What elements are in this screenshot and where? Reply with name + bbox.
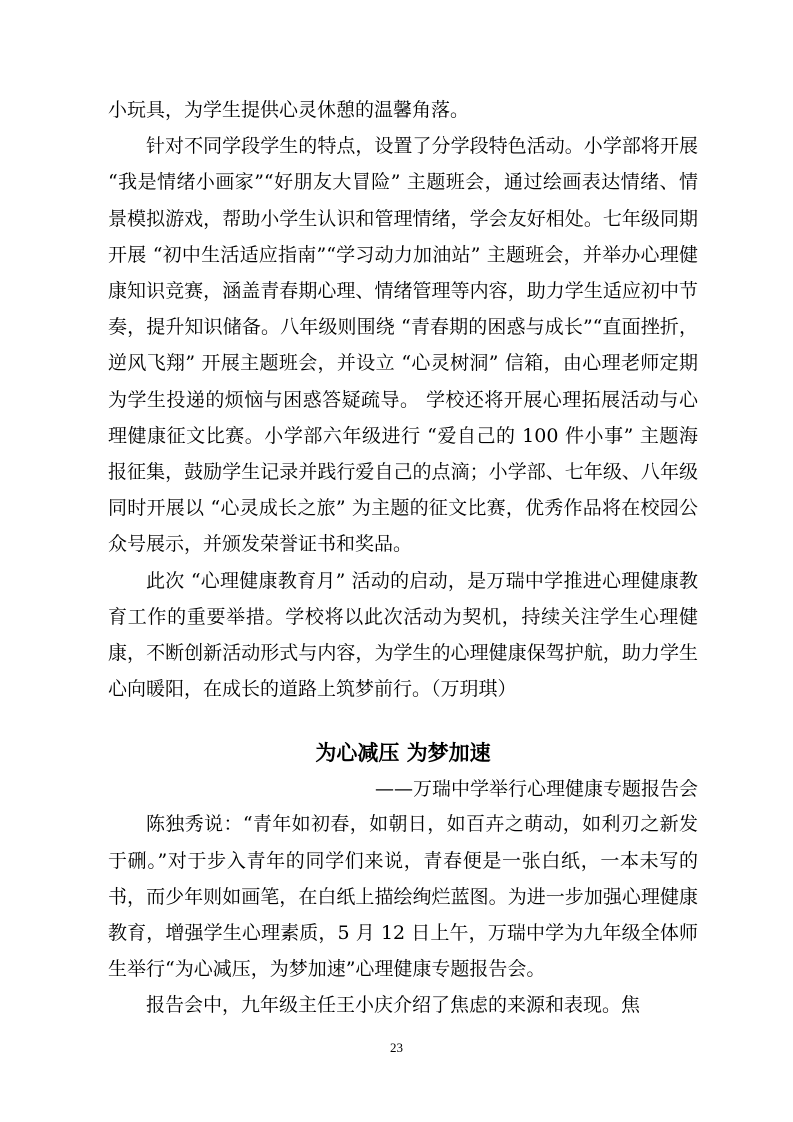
paragraph-report: 报告会中，九年级主任王小庆介绍了焦虑的来源和表现。焦 <box>146 994 641 1017</box>
paragraph-intro: 陈独秀说：“青年如初春，如朝日，如百卉之萌动，如利刃之新发于硎。”对于步入青年的同学们来说，青春便是一张白纸，一本未写的书，而少年则如画笔，在白纸上描绘绚烂蓝图。为进一步加强心理健康教育，增强学生心理素质，5 月 12 日上午，万瑞中学为九年级全体师生举行“为心减压，为梦加速”心理健康专题报告会。 <box>108 813 698 981</box>
page-number: 23 <box>390 1040 403 1055</box>
page-content <box>108 92 698 1024</box>
paragraph-activities: 针对不同学段学生的特点，设置了分学段特色活动。小学部将开展 “我是情绪小画家”“好朋友大冒险” 主题班会，通过绘画表达情绪、情景模拟游戏，帮助小学生认识和管理情绪，学会友好相处。七年级同期开展 “初中生活适应指南”“学习动力加油站” 主题班会，并举办心理健康知识竞赛，涵盖青春期心理、情绪管理等内容，助力学生适应初中节奏，提升知识储备。八年级则围绕 “青春期的困惑与成长”“直面挫折，逆风飞翔” 开展主题班会，并设立 “心灵树洞” 信箱，由心理老师定期为学生投递的烦恼与困惑答疑疏导。 学校还将开展心理拓展活动与心理健康征文比赛。小学部六年级进行 “爱自己的 100 件小事” 主题海报征集，鼓励学生记录并践行爱自己的点滴；小学部、七年级、八年级同时开展以 “心灵成长之旅” 为主题的征文比赛，优秀作品将在校园公众号展示，并颁发荣誉证书和奖品。 <box>108 135 698 556</box>
paragraph-conclusion: 此次 “心理健康教育月” 活动的启动，是万瑞中学推进心理健康教育工作的重要举措。学校将以此次活动为契机，持续关注学生心理健康，不断创新活动形式与内容，为学生的心理健康保驾护航，助力学生心向暖阳，在成长的道路上筑梦前行。（万玥琪） <box>108 569 698 701</box>
article-subtitle: ——万瑞中学举行心理健康专题报告会 <box>374 778 698 801</box>
paragraph-continuation: 小玩具，为学生提供心灵休憩的温馨角落。 <box>108 99 470 121</box>
article-title: 为心减压 为梦加速 <box>315 741 491 766</box>
